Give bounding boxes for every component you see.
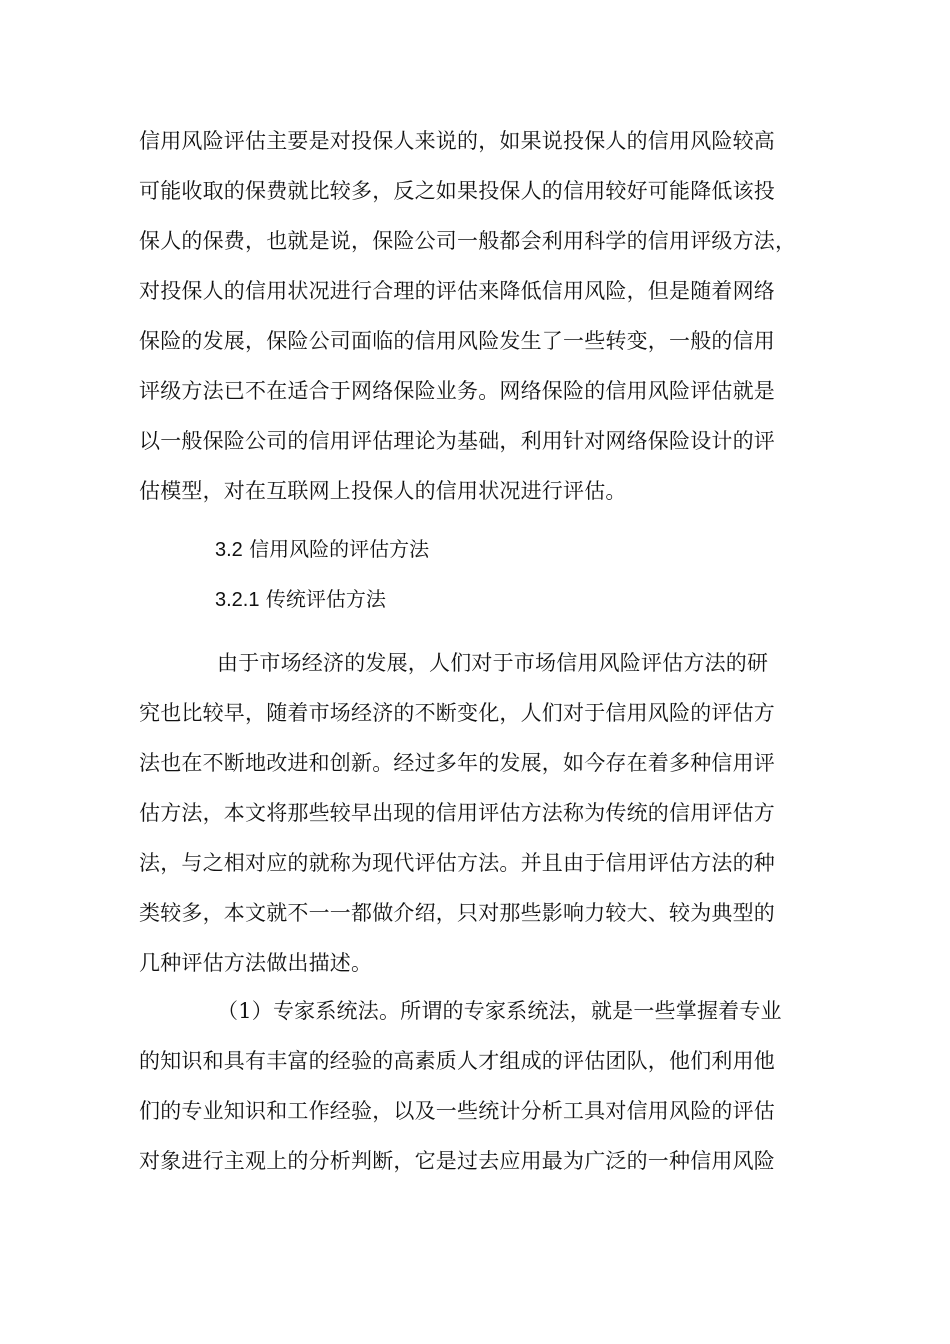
paragraph-line: 的知识和具有丰富的经验的高素质人才组成的评估团队，他们利用他 [139,1049,775,1073]
paragraph-line: 可能收取的保费就比较多，反之如果投保人的信用较好可能降低该投 [139,179,775,203]
paragraph-credit-risk-assessment [139,128,839,528]
section-heading-3-2-1 [215,586,386,613]
section-heading-3-2 [215,536,429,563]
paragraph-traditional-methods [139,650,839,1000]
paragraph-line: 保险的发展，保险公司面临的信用风险发生了一些转变，一般的信用 [139,329,775,353]
paragraph-line: 几种评估方法做出描述。 [139,951,373,975]
section-title: 信用风险的评估方法 [249,537,430,561]
paragraph-line: 对投保人的信用状况进行合理的评估来降低信用风险，但是随着网络 [139,279,775,303]
section-number: 3.2.1 [215,589,260,611]
paragraph-line-indented: （1）专家系统法。所谓的专家系统法，就是一些掌握着专业 [217,999,782,1023]
paragraph-line: 估方法，本文将那些较早出现的信用评估方法称为传统的信用评估方 [139,801,775,825]
paragraph-line: 评级方法已不在适合于网络保险业务。网络保险的信用风险评估就是 [139,379,775,403]
paragraph-line: 们的专业知识和工作经验，以及一些统计分析工具对信用风险的评估 [139,1099,775,1123]
paragraph-line: 类较多，本文就不一一都做介绍，只对那些影响力较大、较为典型的 [139,901,775,925]
paragraph-line: 估模型，对在互联网上投保人的信用状况进行评估。 [139,479,627,503]
paragraph-line: 以一般保险公司的信用评估理论为基础，利用针对网络保险设计的评 [139,429,775,453]
section-number: 3.2 [215,539,243,561]
paragraph-expert-system [139,998,839,1198]
paragraph-line: 法也在不断地改进和创新。经过多年的发展，如今存在着多种信用评 [139,751,775,775]
section-title: 传统评估方法 [265,587,386,611]
paragraph-line: 法，与之相对应的就称为现代评估方法。并且由于信用评估方法的种 [139,851,775,875]
paragraph-line: 对象进行主观上的分析判断，它是过去应用最为广泛的一种信用风险 [139,1149,775,1173]
paragraph-line: 保人的保费，也就是说，保险公司一般都会利用科学的信用评级方法， [139,229,797,253]
paragraph-line: 究也比较早，随着市场经济的不断变化，人们对于信用风险的评估方 [139,701,775,725]
paragraph-line: 信用风险评估主要是对投保人来说的，如果说投保人的信用风险较高 [139,129,775,153]
paragraph-line-indented: 由于市场经济的发展，人们对于市场信用风险评估方法的研 [217,651,769,675]
